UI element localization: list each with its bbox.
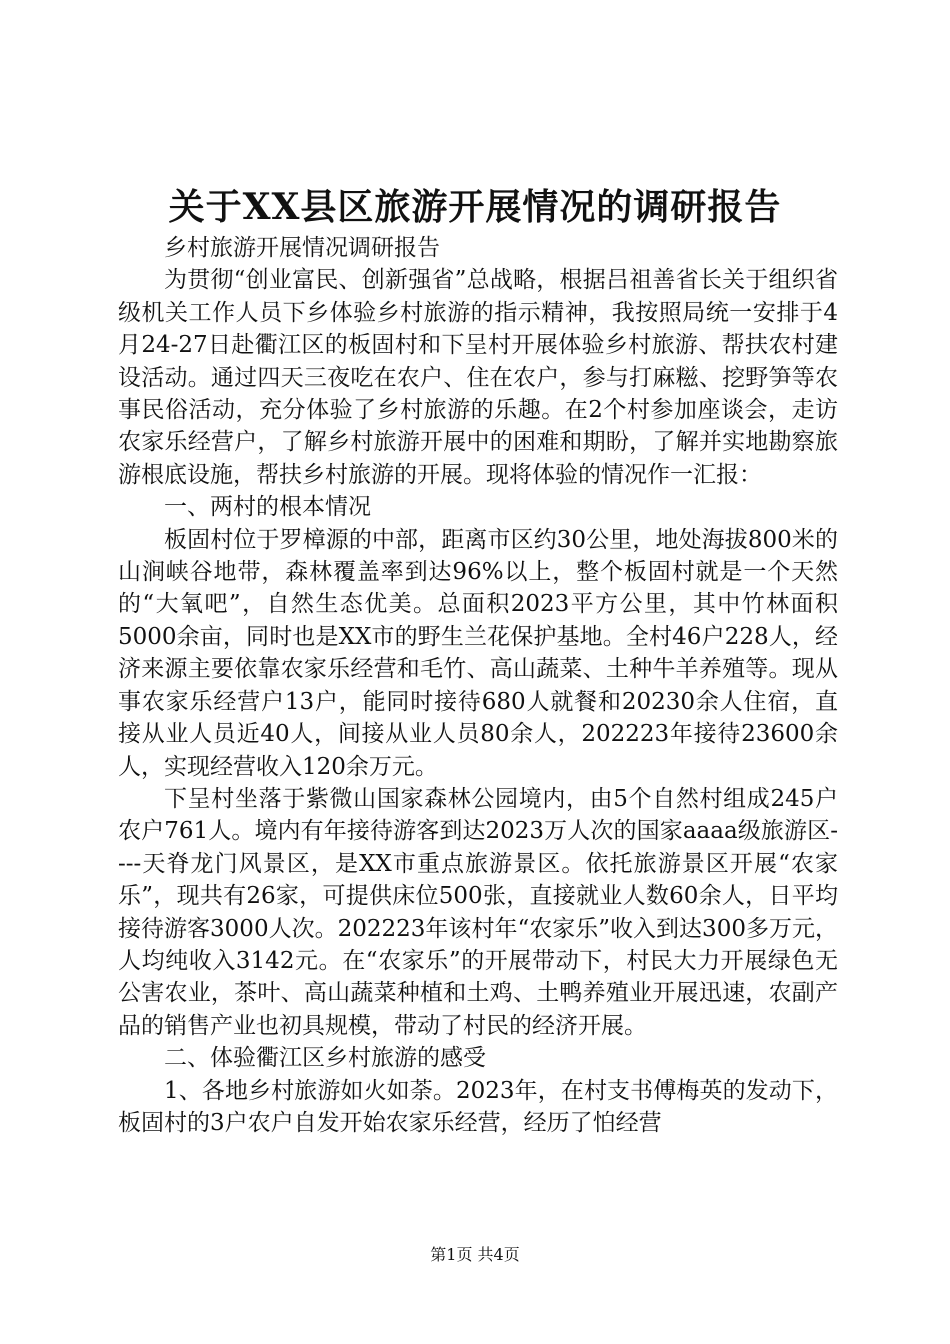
paragraph-bangu-village: 板固村位于罗樟源的中部，距离市区约30公里，地处海拔800米的山涧峡谷地带，森林覆盖率到达96%以上，整个板固村就是一个天然的“大氧吧”，自然生态优美。总面积2023平方公里，其中竹林面积5000余亩，同时也是XX市的野生兰花保护基地。全村46户228人，经济来源主要依靠农家乐经营和毛竹、高山蔬菜、土种牛羊养殖等。现从事农家乐经营户13户，能同时接待680人就餐和20230余人住宿，直接从业人员近40人，间接从业人员80余人，202223年接待23600余人，实现经营收入120余万元。 [118, 526, 838, 780]
paragraph-intro: 为贯彻“创业富民、创新强省”总战略，根据吕祖善省长关于组织省级机关工作人员下乡体验乡村旅游的指示精神，我按照局统一安排于4月24-27日赴衢江区的板固村和下呈村开展体验乡村旅游、帮扶农村建设活动。通过四天三夜吃在农户、住在农户，参与打麻糍、挖野笋等农事民俗活动，充分体验了乡村旅游的乐趣。在2个村参加座谈会，走访农家乐经营户，了解乡村旅游开展中的困难和期盼，了解并实地勘察旅游根底设施，帮扶乡村旅游的开展。现将体验的情况作一汇报： [118, 267, 838, 488]
section-heading-1: 一、两村的根本情况 [164, 494, 371, 521]
page-footer: 第1页 共4页 [430, 1245, 520, 1264]
paragraph-point-1: 1、各地乡村旅游如火如荼。2023年，在村支书傅梅英的发动下，板固村的3户农户自发开始农家乐经营，经历了怕经营 [118, 1077, 838, 1136]
paragraph-xiacheng-village: 下呈村坐落于紫微山国家森林公园境内，由5个自然村组成245户农户761人。境内有年接待游客到达2023万人次的国家aaaa级旅游区----天脊龙门风景区，是XX市重点旅游景区。依托旅游景区开展“农家乐”，现共有26家，可提供床位500张，直接就业人数60余人，日平均接待游客3000人次。202223年该村年“农家乐”收入到达300多万元，人均纯收入3142元。在“农家乐”的开展带动下，村民大力开展绿色无公害农业，茶叶、高山蔬菜种植和土鸡、土鸭养殖业开展迅速，农副产品的销售产业也初具规模，带动了村民的经济开展。 [118, 785, 838, 1039]
document-body [118, 232, 838, 1139]
document-title: 关于XX县区旅游开展情况的调研报告 [168, 186, 782, 228]
section-heading-2: 二、体验衢江区乡村旅游的感受 [164, 1045, 486, 1072]
paragraph-subtitle: 乡村旅游开展情况调研报告 [164, 235, 440, 261]
